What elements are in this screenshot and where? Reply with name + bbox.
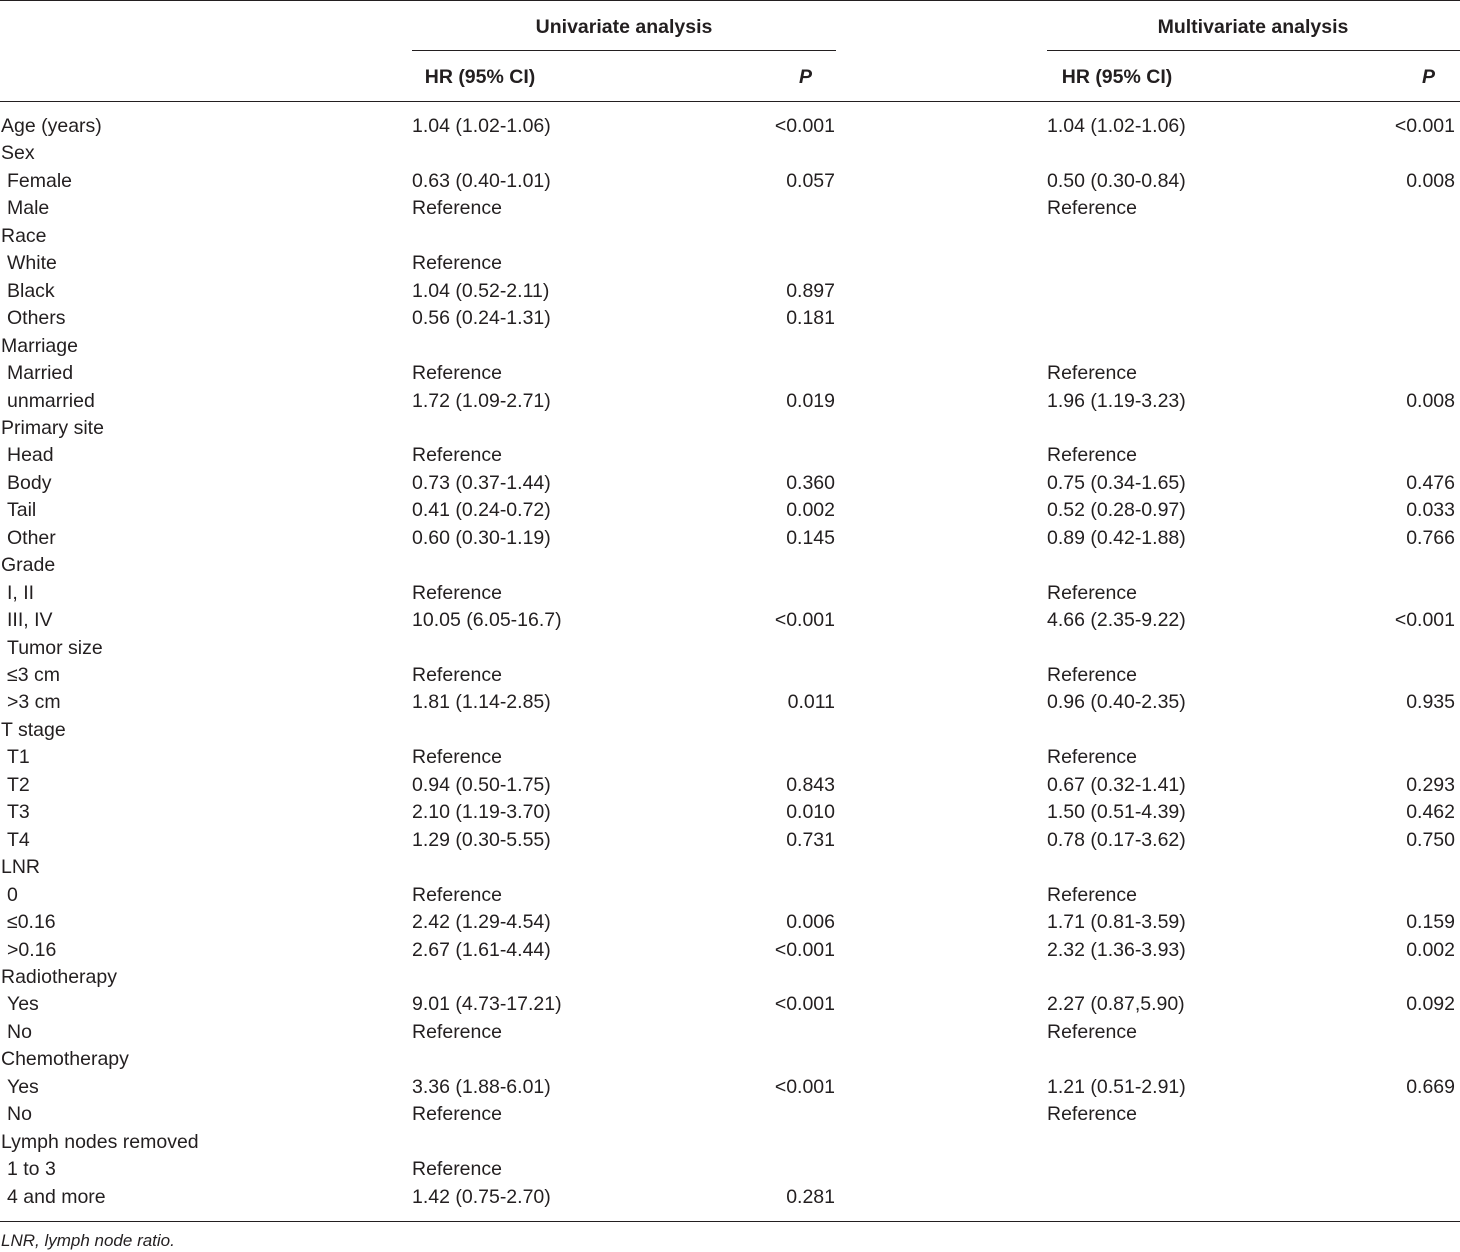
table-row bbox=[0, 442, 1460, 469]
univariate-hr-cell: 1.04 (1.02-1.06) bbox=[412, 115, 551, 137]
table-row bbox=[0, 662, 1460, 689]
multivariate-hr-cell: 0.78 (0.17-3.62) bbox=[1047, 828, 1186, 851]
univariate-p-cell: 0.006 bbox=[786, 911, 835, 934]
univariate-p-cell: 0.281 bbox=[786, 1185, 835, 1208]
multivariate-hr-cell: 2.27 (0.87,5.90) bbox=[1047, 993, 1185, 1016]
univariate-p-cell: 0.019 bbox=[786, 389, 835, 412]
row-label: Head bbox=[7, 444, 54, 467]
univariate-hr-cell: 0.60 (0.30-1.19) bbox=[412, 526, 551, 549]
univariate-p-cell: 0.360 bbox=[786, 471, 835, 494]
table-row bbox=[0, 991, 1460, 1018]
row-label: LNR bbox=[1, 856, 41, 879]
multivariate-p-cell: 0.002 bbox=[1406, 938, 1455, 961]
multivariate-hr-cell: 0.75 (0.34-1.65) bbox=[1047, 471, 1186, 494]
table-row bbox=[0, 278, 1460, 305]
row-label: Sex bbox=[1, 142, 35, 165]
univariate-hr-cell: 2.42 (1.29-4.54) bbox=[412, 911, 551, 934]
multivariate-p-header: P bbox=[1421, 66, 1435, 88]
table-row bbox=[0, 497, 1460, 524]
multivariate-p-cell: 0.669 bbox=[1406, 1075, 1455, 1098]
univariate-hr-cell: 1.04 (0.52-2.11) bbox=[412, 279, 550, 302]
univariate-p-cell: 0.002 bbox=[786, 499, 835, 522]
table-row bbox=[0, 470, 1460, 497]
univariate-hr-cell: Reference bbox=[412, 362, 502, 385]
table-row bbox=[0, 525, 1460, 552]
table-row bbox=[0, 360, 1460, 387]
table-row bbox=[0, 689, 1460, 716]
table-footnote: LNR, lymph node ratio. bbox=[1, 1231, 175, 1250]
univariate-group-header: Univariate analysis bbox=[535, 16, 713, 38]
multivariate-hr-cell: Reference bbox=[1047, 664, 1137, 686]
univariate-hr-header: HR (95% CI) bbox=[424, 66, 536, 88]
multivariate-hr-cell: Reference bbox=[1047, 444, 1137, 467]
multivariate-p-cell: 0.476 bbox=[1406, 471, 1455, 494]
header-rule bbox=[0, 101, 1460, 102]
row-label: No bbox=[7, 1103, 32, 1126]
table-row bbox=[0, 1156, 1460, 1183]
univariate-p-cell: 0.145 bbox=[786, 526, 835, 549]
row-label: Age (years) bbox=[1, 115, 102, 137]
row-label: unmarried bbox=[7, 389, 95, 412]
multivariate-hr-cell: 2.32 (1.36-3.93) bbox=[1047, 938, 1186, 961]
multivariate-hr-cell: Reference bbox=[1047, 581, 1137, 604]
univariate-p-cell: 0.181 bbox=[786, 307, 835, 330]
multivariate-p-cell: 0.750 bbox=[1406, 828, 1455, 851]
table-row bbox=[0, 333, 1460, 360]
table-row bbox=[0, 552, 1460, 579]
row-label: Others bbox=[7, 307, 66, 330]
row-label: Tail bbox=[7, 499, 37, 522]
table-row bbox=[0, 635, 1460, 662]
univariate-p-cell: <0.001 bbox=[774, 993, 835, 1016]
multivariate-hr-cell: 0.67 (0.32-1.41) bbox=[1047, 773, 1186, 796]
univariate-hr-cell: 1.81 (1.14-2.85) bbox=[412, 691, 551, 714]
multivariate-p-cell: 0.935 bbox=[1406, 691, 1455, 714]
row-label: I, II bbox=[7, 581, 35, 604]
table-row bbox=[0, 1019, 1460, 1046]
univariate-p-cell: <0.001 bbox=[774, 609, 835, 632]
table-row bbox=[0, 415, 1460, 442]
multivariate-hr-cell: 1.50 (0.51-4.39) bbox=[1047, 801, 1186, 824]
multivariate-hr-cell: Reference bbox=[1047, 883, 1137, 906]
row-label: T1 bbox=[7, 746, 30, 769]
table-row bbox=[0, 607, 1460, 634]
table-row bbox=[0, 1184, 1460, 1211]
univariate-p-cell: 0.897 bbox=[786, 279, 835, 302]
top-rule bbox=[0, 0, 1460, 1]
multivariate-hr-cell: 0.89 (0.42-1.88) bbox=[1047, 526, 1186, 549]
row-label: Grade bbox=[1, 554, 56, 577]
row-label: White bbox=[7, 252, 57, 275]
multivariate-hr-cell: Reference bbox=[1047, 1103, 1137, 1126]
univariate-p-cell: <0.001 bbox=[774, 1075, 835, 1098]
multivariate-p-cell: 0.008 bbox=[1406, 389, 1455, 412]
univariate-hr-cell: 1.72 (1.09-2.71) bbox=[412, 389, 551, 412]
table-row bbox=[0, 937, 1460, 964]
table-row bbox=[0, 882, 1460, 909]
row-label: Female bbox=[7, 169, 73, 192]
row-label: Tumor size bbox=[7, 636, 103, 659]
table-row bbox=[0, 305, 1460, 332]
multivariate-spanner-rule bbox=[1047, 50, 1460, 51]
row-label: ≤3 cm bbox=[7, 664, 60, 686]
row-label: 0 bbox=[7, 883, 18, 906]
univariate-p-cell: 0.057 bbox=[786, 169, 835, 192]
univariate-p-cell: 0.731 bbox=[786, 828, 835, 851]
row-label: Radiotherapy bbox=[1, 965, 117, 988]
multivariate-group-header: Multivariate analysis bbox=[1157, 16, 1349, 38]
row-label: T2 bbox=[7, 773, 30, 796]
multivariate-hr-cell: 1.96 (1.19-3.23) bbox=[1047, 389, 1186, 412]
row-label: >0.16 bbox=[7, 938, 57, 961]
univariate-hr-cell: 2.10 (1.19-3.70) bbox=[412, 801, 551, 824]
row-label: >3 cm bbox=[7, 691, 61, 714]
table-row bbox=[0, 113, 1460, 140]
row-label: T4 bbox=[7, 828, 30, 851]
row-label: T stage bbox=[1, 718, 66, 741]
multivariate-hr-cell: 0.96 (0.40-2.35) bbox=[1047, 691, 1186, 714]
multivariate-hr-cell: Reference bbox=[1047, 197, 1137, 220]
univariate-hr-cell: 10.05 (6.05-16.7) bbox=[412, 609, 562, 632]
univariate-hr-cell: Reference bbox=[412, 1020, 502, 1043]
row-label: 4 and more bbox=[7, 1185, 106, 1208]
univariate-hr-cell: Reference bbox=[412, 444, 502, 467]
univariate-hr-cell: 9.01 (4.73-17.21) bbox=[412, 993, 562, 1016]
table-row bbox=[0, 964, 1460, 991]
row-label: Male bbox=[7, 197, 50, 220]
multivariate-hr-header: HR (95% CI) bbox=[1061, 66, 1173, 88]
row-label: Married bbox=[7, 362, 74, 385]
row-label: T3 bbox=[7, 801, 30, 824]
univariate-hr-cell: Reference bbox=[412, 197, 502, 220]
univariate-hr-cell: 2.67 (1.61-4.44) bbox=[412, 938, 551, 961]
univariate-hr-cell: Reference bbox=[412, 1158, 502, 1181]
univariate-hr-cell: Reference bbox=[412, 664, 502, 686]
table-row bbox=[0, 772, 1460, 799]
multivariate-hr-cell: 0.52 (0.28-0.97) bbox=[1047, 499, 1186, 522]
row-label: Marriage bbox=[1, 334, 78, 357]
univariate-hr-cell: Reference bbox=[412, 252, 502, 275]
univariate-hr-cell: 0.41 (0.24-0.72) bbox=[412, 499, 551, 522]
univariate-p-cell: 0.010 bbox=[786, 801, 835, 824]
table-row bbox=[0, 827, 1460, 854]
univariate-p-header: P bbox=[798, 66, 812, 88]
row-label: Race bbox=[1, 224, 47, 247]
row-label: Yes bbox=[7, 993, 39, 1016]
univariate-hr-cell: 0.94 (0.50-1.75) bbox=[412, 773, 551, 796]
row-label: Lymph nodes removed bbox=[1, 1130, 199, 1153]
row-label: III, IV bbox=[7, 609, 53, 632]
row-label: ≤0.16 bbox=[7, 911, 56, 934]
table-row bbox=[0, 1101, 1460, 1128]
univariate-hr-cell: 1.42 (0.75-2.70) bbox=[412, 1185, 551, 1208]
univariate-hr-cell: Reference bbox=[412, 581, 502, 604]
univariate-p-cell: <0.001 bbox=[774, 938, 835, 961]
table-row bbox=[0, 250, 1460, 277]
table-row bbox=[0, 854, 1460, 881]
table-row bbox=[0, 140, 1460, 167]
row-label: No bbox=[7, 1020, 32, 1043]
row-label: Body bbox=[7, 471, 52, 494]
multivariate-p-cell: 0.462 bbox=[1406, 801, 1455, 824]
multivariate-p-cell: 0.293 bbox=[1406, 773, 1455, 796]
table-row bbox=[0, 388, 1460, 415]
row-label: Black bbox=[7, 279, 55, 302]
univariate-hr-cell: 3.36 (1.88-6.01) bbox=[412, 1075, 551, 1098]
bottom-rule bbox=[0, 1221, 1460, 1222]
table-row bbox=[0, 717, 1460, 744]
table-row bbox=[0, 195, 1460, 222]
univariate-hr-cell: 0.63 (0.40-1.01) bbox=[412, 169, 551, 192]
table-row bbox=[0, 799, 1460, 826]
table-row bbox=[0, 580, 1460, 607]
multivariate-p-cell: 0.159 bbox=[1406, 911, 1455, 934]
univariate-hr-cell: 0.56 (0.24-1.31) bbox=[412, 307, 551, 330]
multivariate-hr-cell: Reference bbox=[1047, 1020, 1137, 1043]
univariate-hr-cell: Reference bbox=[412, 1103, 502, 1126]
row-label: Other bbox=[7, 526, 56, 549]
table-row bbox=[0, 1129, 1460, 1156]
table-row bbox=[0, 1046, 1460, 1073]
table-row bbox=[0, 168, 1460, 195]
multivariate-hr-cell: Reference bbox=[1047, 746, 1137, 769]
univariate-p-cell: 0.843 bbox=[786, 773, 835, 796]
row-label: Chemotherapy bbox=[1, 1048, 129, 1071]
multivariate-p-cell: 0.033 bbox=[1406, 499, 1455, 522]
table-row bbox=[0, 909, 1460, 936]
univariate-hr-cell: 1.29 (0.30-5.55) bbox=[412, 828, 551, 851]
multivariate-hr-cell: 1.71 (0.81-3.59) bbox=[1047, 911, 1186, 934]
row-label: 1 to 3 bbox=[7, 1158, 56, 1181]
multivariate-hr-cell: 1.21 (0.51-2.91) bbox=[1047, 1075, 1186, 1098]
univariate-spanner-rule bbox=[412, 50, 836, 51]
multivariate-hr-cell: 0.50 (0.30-0.84) bbox=[1047, 169, 1186, 192]
multivariate-hr-cell: 4.66 (2.35-9.22) bbox=[1047, 609, 1186, 632]
multivariate-p-cell: <0.001 bbox=[1394, 609, 1455, 632]
multivariate-p-cell: <0.001 bbox=[1394, 115, 1455, 137]
table-row bbox=[0, 223, 1460, 250]
multivariate-p-cell: 0.766 bbox=[1406, 526, 1455, 549]
univariate-p-cell: 0.011 bbox=[787, 691, 835, 714]
multivariate-p-cell: 0.008 bbox=[1406, 169, 1455, 192]
row-label: Primary site bbox=[1, 416, 104, 439]
univariate-hr-cell: 0.73 (0.37-1.44) bbox=[412, 471, 551, 494]
multivariate-hr-cell: 1.04 (1.02-1.06) bbox=[1047, 115, 1186, 137]
univariate-hr-cell: Reference bbox=[412, 746, 502, 769]
univariate-hr-cell: Reference bbox=[412, 883, 502, 906]
multivariate-hr-cell: Reference bbox=[1047, 362, 1137, 385]
univariate-p-cell: <0.001 bbox=[774, 115, 835, 137]
row-label: Yes bbox=[7, 1075, 39, 1098]
table-row bbox=[0, 1074, 1460, 1101]
multivariate-p-cell: 0.092 bbox=[1406, 993, 1455, 1016]
table-row bbox=[0, 744, 1460, 771]
